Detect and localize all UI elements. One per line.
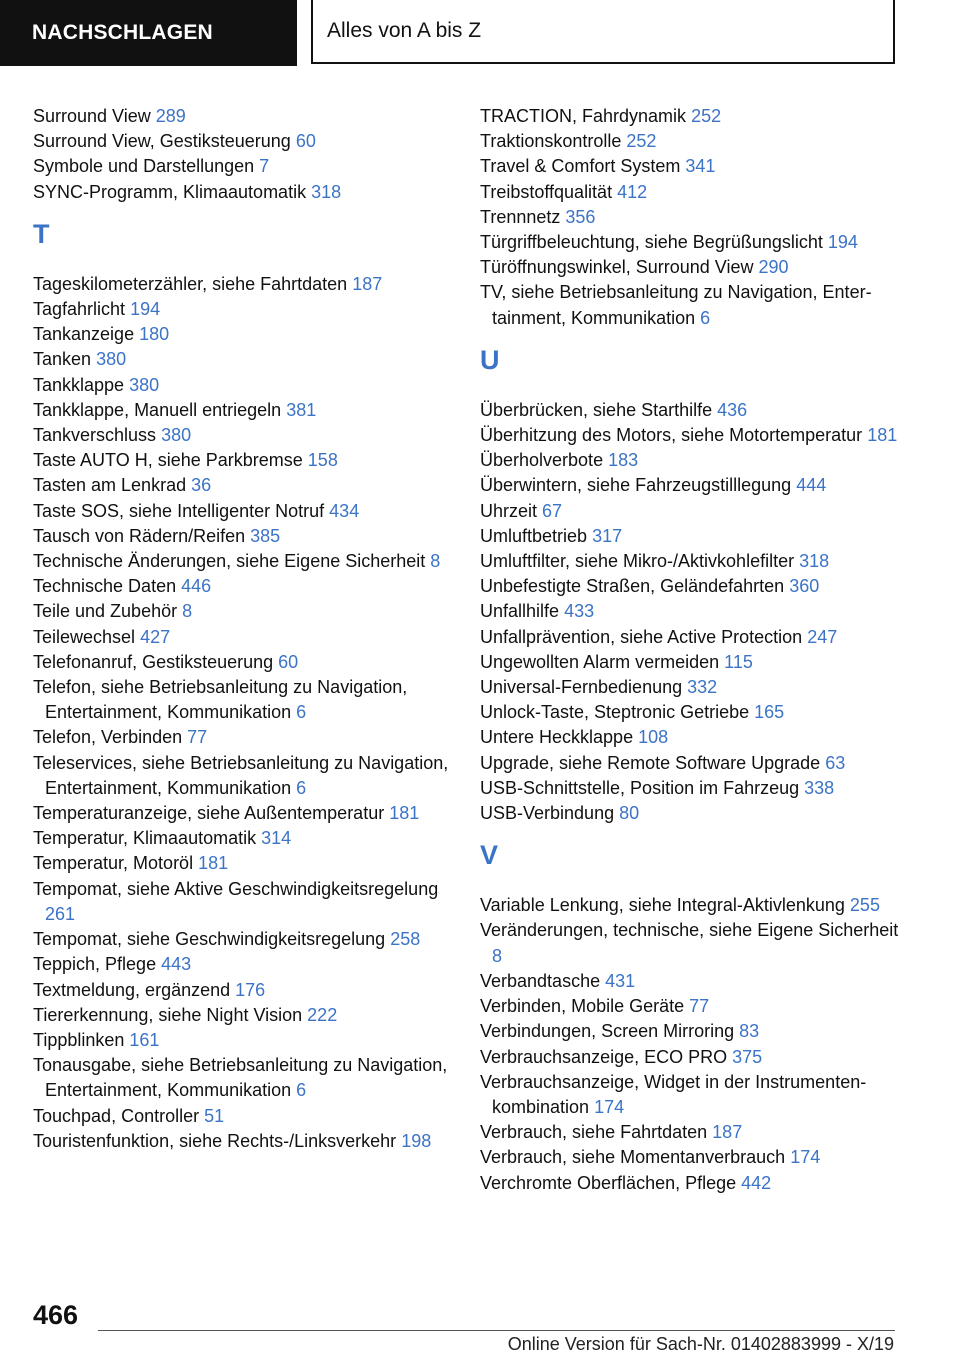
page-reference-link[interactable]: 255 <box>849 895 880 916</box>
index-entry-term: Unbefestigte Straßen, Geländefahrten <box>480 576 785 597</box>
index-entry-term: Variable Lenkung, siehe Integral-Aktivlenkung <box>480 895 845 916</box>
section-letter: T <box>33 218 50 249</box>
page-reference-link[interactable]: 67 <box>542 500 563 521</box>
index-entry-term: Verbandtasche <box>480 970 601 991</box>
page-reference-link[interactable]: 381 <box>286 399 317 420</box>
page-reference-link[interactable]: 174 <box>594 1096 625 1117</box>
page-reference-link[interactable]: 341 <box>685 156 716 177</box>
index-entry <box>33 398 453 423</box>
index-entry-term: Überwintern, siehe Fahrzeugstilllegung <box>480 475 792 496</box>
index-entry <box>33 180 453 205</box>
index-entry <box>480 725 900 750</box>
page-reference-link[interactable]: 176 <box>235 979 266 1000</box>
page-reference-link[interactable]: 181 <box>867 425 898 446</box>
index-entry-term: Tempomat, siehe Aktive Geschwindigkeitsregelung <box>33 878 439 899</box>
page-reference-link[interactable]: 318 <box>799 551 830 572</box>
page-reference-link[interactable]: 108 <box>638 727 669 748</box>
index-entry-term: Türöffnungswinkel, Surround View <box>480 257 754 278</box>
index-entry-term: SYNC-Programm, Klimaautomatik <box>33 181 307 202</box>
index-entry <box>33 978 453 1003</box>
index-entry-term: Verbrauchsanzeige, ECO PRO <box>480 1046 728 1067</box>
index-entry <box>480 230 900 255</box>
index-entry-term: Teleservices, siehe Betriebsanleitung zu Navigation, Entertainment, Kommunikation <box>33 752 449 798</box>
page-reference-link[interactable]: 332 <box>687 677 718 698</box>
page-reference-link[interactable]: 80 <box>619 803 640 824</box>
index-entry <box>480 776 900 801</box>
page-reference-link[interactable]: 360 <box>789 576 820 597</box>
page-reference-link[interactable]: 317 <box>592 525 623 546</box>
index-entry <box>33 129 453 154</box>
index-entry-term: Technische Änderungen, siehe Eigene Sicherheit <box>33 551 426 572</box>
index-entry <box>33 524 453 549</box>
section-letter: U <box>480 344 500 375</box>
index-entry <box>33 650 453 675</box>
page-reference-link[interactable]: 443 <box>161 954 192 975</box>
index-entry <box>33 473 453 498</box>
index-entry-term: USB-Verbindung <box>480 803 615 824</box>
page-reference-link[interactable]: 36 <box>191 475 212 496</box>
index-entry-term: Upgrade, siehe Remote Software Upgrade <box>480 752 821 773</box>
page-reference-link[interactable]: 252 <box>691 106 722 126</box>
page-reference-link[interactable]: 60 <box>278 651 299 672</box>
index-entry <box>480 1171 900 1196</box>
index-entry-term: Tankklappe <box>33 374 125 395</box>
index-entry <box>480 801 900 826</box>
index-entry <box>480 751 900 776</box>
page-reference-link[interactable]: 63 <box>825 752 846 773</box>
page-reference-link[interactable]: 7 <box>259 156 270 177</box>
page-reference-link[interactable]: 261 <box>45 903 76 924</box>
index-entry-term: Surround View <box>33 106 151 126</box>
page-reference-link[interactable]: 380 <box>161 425 192 446</box>
index-entry <box>480 625 900 650</box>
index-entry <box>33 801 453 826</box>
index-entry-term: Tasten am Lenkrad <box>33 475 187 496</box>
index-entry <box>480 180 900 205</box>
index-entry <box>33 625 453 650</box>
index-entry-term: Verbrauch, siehe Momentanverbrauch <box>480 1147 786 1168</box>
page-reference-link[interactable]: 258 <box>390 929 421 950</box>
footer-text: Online Version für Sach-Nr. 01402883999 - X/19 <box>507 1334 894 1354</box>
index-entry-term: Tankklappe, Manuell entriegeln <box>33 399 282 420</box>
index-entry <box>33 322 453 347</box>
index-entry-term: Surround View, Gestiksteuerung <box>33 131 291 152</box>
page-reference-link[interactable]: 198 <box>401 1130 432 1151</box>
index-entry-term: Touristenfunktion, siehe Rechts-/Linksverkehr <box>33 1130 397 1151</box>
index-entry <box>480 969 900 994</box>
index-entry <box>480 918 900 968</box>
index-entry-term: Tiererkennung, siehe Night Vision <box>33 1004 303 1025</box>
page-reference-link[interactable]: 436 <box>717 399 748 420</box>
index-entry-term: Unlock-Taste, Steptronic Getriebe <box>480 702 750 723</box>
page-reference-link[interactable]: 194 <box>130 299 161 320</box>
page-reference-link[interactable]: 247 <box>807 626 838 647</box>
page-reference-link[interactable]: 290 <box>758 257 789 278</box>
index-entry-term: Taste AUTO H, siehe Parkbremse <box>33 450 303 471</box>
section-letter: V <box>480 840 499 871</box>
index-entry-term: Verchromte Oberflächen, Pflege <box>480 1172 737 1193</box>
page-reference-link[interactable]: 165 <box>754 702 785 723</box>
index-column-right <box>480 104 900 1196</box>
page-reference-link[interactable]: 318 <box>311 181 342 202</box>
page-reference-link[interactable]: 183 <box>608 450 639 471</box>
page-reference-link[interactable]: 412 <box>617 181 648 202</box>
page-reference-link[interactable]: 8 <box>492 945 503 966</box>
index-entry <box>33 826 453 851</box>
index-entry-term: Temperatur, Klimaautomatik <box>33 828 257 849</box>
index-entry <box>480 398 900 423</box>
page-reference-link[interactable]: 115 <box>724 651 753 672</box>
index-entry-term: Symbole und Darstellungen <box>33 156 255 177</box>
index-entry-term: Treibstoffqualität <box>480 181 613 202</box>
index-entry <box>33 574 453 599</box>
index-entry-term: Verbrauchsanzeige, Widget in der Instrumentenkombination <box>480 1071 867 1117</box>
index-entry <box>480 104 900 129</box>
index-column-left <box>33 104 453 1154</box>
index-entry-term: Teppich, Pflege <box>33 954 157 975</box>
page-number: 466 <box>33 1300 79 1330</box>
page-reference-link[interactable]: 161 <box>129 1029 160 1050</box>
index-entry <box>480 650 900 675</box>
page-reference-link[interactable]: 434 <box>329 500 360 521</box>
page-reference-link[interactable]: 314 <box>261 828 292 849</box>
page-reference-link[interactable]: 380 <box>129 374 160 395</box>
page-reference-link[interactable]: 385 <box>250 525 281 546</box>
page-reference-link[interactable]: 83 <box>739 1021 760 1042</box>
page-reference-link[interactable]: 431 <box>605 970 636 991</box>
index-entry-term: Verbinden, Mobile Geräte <box>480 996 685 1017</box>
index-entry <box>480 1045 900 1070</box>
index-entry <box>480 524 900 549</box>
index-entry <box>480 473 900 498</box>
index-entry <box>33 1129 453 1154</box>
index-entry-term: TV, siehe Betriebsanleitung zu Navigation, Entertainment, Kommunikation <box>480 282 872 328</box>
index-entry <box>480 423 900 448</box>
index-entry-term: Überhitzung des Motors, siehe Motortemperatur <box>480 425 863 446</box>
index-entry-term: Veränderungen, technische, siehe Eigene Sicherheit <box>480 920 899 941</box>
index-entry <box>33 1104 453 1129</box>
index-entry <box>480 994 900 1019</box>
index-entry <box>33 297 453 322</box>
index-entry-term: Touchpad, Controller <box>33 1105 200 1126</box>
page-reference-link[interactable]: 289 <box>155 106 186 126</box>
index-entry <box>33 751 453 801</box>
index-entry <box>33 952 453 977</box>
index-entry-term: Überholverbote <box>480 450 604 471</box>
page-reference-link[interactable]: 446 <box>181 576 212 597</box>
footer-divider <box>98 1330 895 1331</box>
index-entry <box>33 373 453 398</box>
index-entry <box>480 448 900 473</box>
page-reference-link[interactable]: 51 <box>204 1105 225 1126</box>
index-entry-term: Universal-Fernbedienung <box>480 677 683 698</box>
index-entry-term: Taste SOS, siehe Intelligenter Notruf <box>33 500 325 521</box>
index-entry <box>480 205 900 230</box>
page-reference-link[interactable]: 356 <box>565 206 596 227</box>
page-reference-link[interactable]: 77 <box>689 996 710 1017</box>
page-reference-link[interactable]: 77 <box>187 727 208 748</box>
index-entry-term: USB-Schnittstelle, Position im Fahrzeug <box>480 777 800 798</box>
page-reference-link[interactable]: 174 <box>790 1147 821 1168</box>
index-entry <box>480 574 900 599</box>
index-entry <box>33 851 453 876</box>
chapter-title: Alles von A bis Z <box>327 19 482 42</box>
page-reference-link[interactable]: 181 <box>198 853 229 874</box>
page-reference-link[interactable]: 194 <box>827 232 858 253</box>
index-entry-term: Tanken <box>33 349 92 370</box>
page-reference-link[interactable]: 6 <box>296 777 307 798</box>
page-reference-link[interactable]: 60 <box>295 131 316 152</box>
index-entry-term: Temperaturanzeige, siehe Außentemperatur <box>33 803 385 824</box>
index-entry <box>480 549 900 574</box>
section-tab <box>0 0 297 66</box>
page-reference-link[interactable]: 380 <box>96 349 127 370</box>
index-entry-term: Uhrzeit <box>480 500 538 521</box>
index-entry-term: Türgriffbeleuchtung, siehe Begrüßungslicht <box>480 232 823 253</box>
index-entry <box>33 877 453 927</box>
index-entry-term: Technische Daten <box>33 576 177 597</box>
index-entry-term: Travel & Comfort System <box>480 156 681 177</box>
index-entry-term: Verbrauch, siehe Fahrtdaten <box>480 1122 708 1143</box>
index-entry <box>33 549 453 574</box>
index-entry-term: Traktionskontrolle <box>480 131 622 152</box>
index-entry-term: Unfallhilfe <box>480 601 560 622</box>
index-entry-term: Trennnetz <box>480 206 561 227</box>
index-entry <box>480 1120 900 1145</box>
index-entry-term: Textmeldung, ergänzend <box>33 979 231 1000</box>
page-reference-link[interactable]: 222 <box>307 1004 338 1025</box>
index-entry-term: Unfallprävention, siehe Active Protection <box>480 626 803 647</box>
index-entry <box>480 280 900 330</box>
index-entry <box>480 255 900 280</box>
index-entry-term: Überbrücken, siehe Starthilfe <box>480 399 713 420</box>
index-entry-term: Tankanzeige <box>33 324 135 345</box>
page-reference-link[interactable]: 375 <box>732 1046 763 1067</box>
index-entry <box>33 675 453 725</box>
page-reference-link[interactable]: 427 <box>140 626 171 647</box>
page-reference-link[interactable]: 6 <box>296 1080 307 1101</box>
index-entry <box>33 272 453 297</box>
index-entry <box>480 599 900 624</box>
page-reference-link[interactable]: 8 <box>182 601 193 622</box>
index-entry-term: Untere Heckklappe <box>480 727 634 748</box>
index-entry <box>33 1053 453 1103</box>
index-entry-term: Temperatur, Motoröl <box>33 853 194 874</box>
index-entry <box>33 1028 453 1053</box>
page-reference-link[interactable]: 181 <box>389 803 420 824</box>
index-entry-term: Tonausgabe, siehe Betriebsanleitung zu Navigation, Entertainment, Kommunikation <box>33 1055 448 1101</box>
index-entry-term: Tempomat, siehe Geschwindigkeitsregelung <box>33 929 386 950</box>
index-entry-term: Telefonanruf, Gestiksteuerung <box>33 651 274 672</box>
index-entry <box>33 347 453 372</box>
index-entry-term: TRACTION, Fahrdynamik <box>480 106 687 126</box>
page-reference-link[interactable]: 442 <box>741 1172 772 1193</box>
index-entry-term: Tausch von Rädern/Reifen <box>33 525 246 546</box>
index-entry-term: Tagfahrlicht <box>33 299 126 320</box>
page-reference-link[interactable]: 6 <box>296 702 307 723</box>
index-entry-term: Tageskilometerzähler, siehe Fahrtdaten <box>33 273 348 294</box>
index-entry <box>480 154 900 179</box>
page-reference-link[interactable]: 6 <box>700 307 711 328</box>
page-reference-link[interactable]: 8 <box>430 551 441 572</box>
page-reference-link[interactable]: 433 <box>564 601 595 622</box>
section-label: NACHSCHLAGEN <box>32 21 213 44</box>
index-entry-term: Tankverschluss <box>33 425 157 446</box>
page-reference-link[interactable]: 187 <box>712 1122 743 1143</box>
index-entry-term: Verbindungen, Screen Mirroring <box>480 1021 735 1042</box>
index-entry <box>480 1019 900 1044</box>
index-entry <box>33 499 453 524</box>
index-entry <box>33 423 453 448</box>
index-entry-term: Teile und Zubehör <box>33 601 178 622</box>
index-entry-term: Ungewollten Alarm vermeiden <box>480 651 720 672</box>
index-entry-term: Umluftfilter, siehe Mikro-/Aktivkohlefilter <box>480 551 795 572</box>
page-reference-link[interactable]: 252 <box>626 131 657 152</box>
index-entry <box>33 104 453 129</box>
index-entry <box>480 700 900 725</box>
index-entry <box>480 1145 900 1170</box>
index-entry-term: Tippblinken <box>33 1029 125 1050</box>
index-entry-term: Umluftbetrieb <box>480 525 588 546</box>
index-entry <box>480 499 900 524</box>
chapter-header <box>311 0 895 64</box>
page-reference-link[interactable]: 158 <box>307 450 338 471</box>
index-entry <box>480 1070 900 1120</box>
index-entry <box>33 725 453 750</box>
index-entry-term: Telefon, Verbinden <box>33 727 183 748</box>
index-entry <box>33 1003 453 1028</box>
index-entry <box>480 893 900 918</box>
index-entry <box>480 675 900 700</box>
index-entry-term: Telefon, siehe Betriebsanleitung zu Navigation, Entertainment, Kommunikation <box>33 677 408 723</box>
page-reference-link[interactable]: 180 <box>139 324 170 345</box>
index-entry <box>33 599 453 624</box>
index-entry-term: Teilewechsel <box>33 626 136 647</box>
page-reference-link[interactable]: 338 <box>804 777 835 798</box>
page-reference-link[interactable]: 444 <box>796 475 827 496</box>
index-entry <box>33 927 453 952</box>
index-entry <box>33 154 453 179</box>
index-entry <box>33 448 453 473</box>
page-reference-link[interactable]: 187 <box>352 273 383 294</box>
index-entry <box>480 129 900 154</box>
